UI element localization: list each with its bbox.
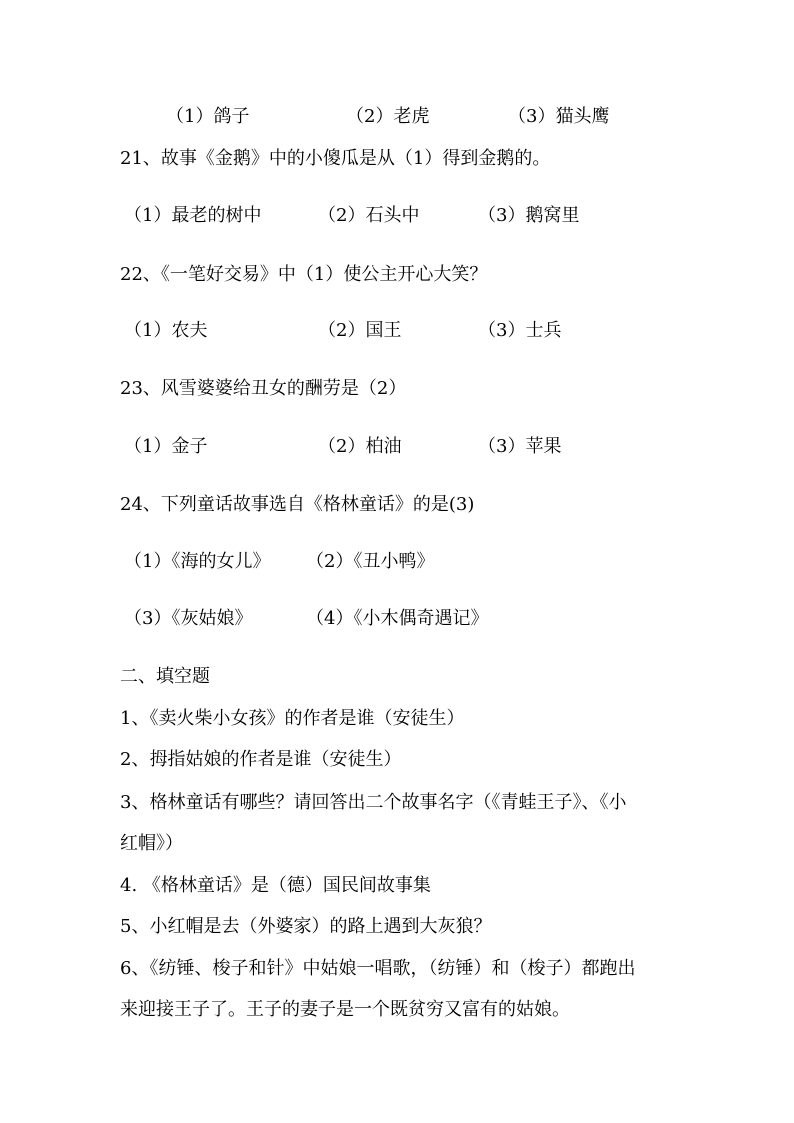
section-title: 二、填空题 xyxy=(120,666,210,687)
q24-option-4: （4）《小木偶奇遇记》 xyxy=(306,608,489,629)
q24-question: 24、下列童话故事选自《格林童话》的是(3) xyxy=(120,494,475,515)
q20-option-3: （3）猫头鹰 xyxy=(508,106,610,127)
q21-option-3: （3）鹅窝里 xyxy=(478,205,580,226)
fill-item-6: 6、《纺锤、梭子和针》中姑娘一唱歌，（纺锤）和（梭子）都跑出 xyxy=(120,958,636,979)
q23-option-3: （3）苹果 xyxy=(478,436,562,457)
q24-option-2: （2）《丑小鸭》 xyxy=(306,551,435,572)
fill-item-5: 5、小红帽是去（外婆家）的路上遇到大灰狼？ xyxy=(120,916,492,937)
q22-option-1: （1）农夫 xyxy=(124,320,208,341)
q21-option-1: （1）最老的树中 xyxy=(124,205,262,226)
q20-option-1: （1）鸽子 xyxy=(166,106,250,127)
q24-option-3: （3）《灰姑娘》 xyxy=(124,608,253,629)
fill-item-2: 2、拇指姑娘的作者是谁（安徒生） xyxy=(120,749,402,770)
q23-option-2: （2）柏油 xyxy=(318,436,402,457)
q24-option-1: （1）《海的女儿》 xyxy=(124,551,271,572)
fill-item-4: 4. 《格林童话》是（德）国民间故事集 xyxy=(120,875,431,896)
q23-option-1: （1）金子 xyxy=(124,436,208,457)
q23-question: 23、风雪婆婆给丑女的酬劳是（2） xyxy=(120,378,407,399)
q22-option-3: （3）士兵 xyxy=(478,320,562,341)
q22-question: 22、《一笔好交易》中（1）使公主开心大笑？ xyxy=(120,264,488,285)
q22-option-2: （2）国王 xyxy=(318,320,402,341)
q21-option-2: （2）石头中 xyxy=(318,205,420,226)
q21-question: 21、故事《金鹅》中的小傻瓜是从（1）得到金鹅的。 xyxy=(120,148,551,169)
fill-item-3: 3、格林童话有哪些？请回答出二个故事名字（《青蛙王子》、《小 xyxy=(120,792,627,813)
fill-item-6-continued: 来迎接王子了。王子的妻子是一个既贫穷又富有的姑娘。 xyxy=(120,999,570,1020)
q20-option-2: （2）老虎 xyxy=(346,106,430,127)
fill-item-3-continued: 红帽》） xyxy=(120,833,183,854)
fill-item-1: 1、《卖火柴小女孩》的作者是谁（安徒生） xyxy=(120,708,465,729)
